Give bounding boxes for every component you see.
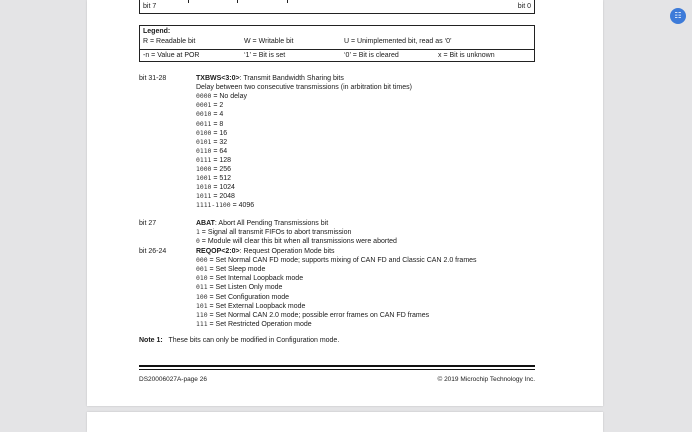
reqop-bit-label: bit 26-24	[139, 248, 167, 255]
reqop-value-code: 101	[196, 301, 208, 310]
reqop-value-row	[196, 274, 303, 283]
bit-high-label: bit 7	[143, 3, 157, 10]
txbws-value-code: 0110	[196, 146, 212, 155]
reqop-value-code: 110	[196, 310, 208, 319]
reqop-value-text: = Set Internal Loopback mode	[207, 275, 304, 283]
abat-value-code: 0	[196, 237, 200, 246]
txbws-value-code: 1000	[196, 165, 212, 173]
reqop-value-text: = Set Normal CAN FD mode; supports mixing of CAN FD and Classic CAN 2.0 frames	[207, 257, 477, 265]
reqop-value-text: = Set Sleep mode	[207, 266, 266, 274]
legend-unimplemented: U = Unimplemented bit, read as ‘0’	[344, 38, 452, 45]
note-text: These bits can only be modified in Configuration mode.	[168, 337, 340, 344]
reqop-value-row	[196, 311, 429, 320]
txbws-value-code: 0100	[196, 128, 212, 137]
txbws-value-text: = 16	[211, 129, 228, 137]
txbws-value-code: 0011	[196, 119, 212, 128]
txbws-value-code: 0101	[196, 137, 212, 146]
bit-divider	[237, 0, 238, 3]
legend-divider	[140, 49, 534, 50]
txbws-value-row	[196, 147, 227, 156]
reqop-value-text: = Set External Loopback mode	[207, 302, 306, 310]
bit-divider	[188, 0, 189, 3]
txbws-value-text: = 1024	[211, 184, 235, 192]
reqop-value-code: 001	[196, 265, 208, 274]
bit-divider	[287, 0, 288, 3]
reqop-value-text: = Set Restricted Operation mode	[207, 320, 312, 328]
txbws-subtitle: Delay between two consecutive transmissions (in arbitration bit times)	[196, 84, 412, 92]
footer-rule-thick	[139, 365, 535, 367]
legend-set: ‘1’ = Bit is set	[244, 52, 286, 59]
txbws-value-code: 0010	[196, 110, 212, 119]
txbws-value-row	[196, 110, 223, 119]
reqop-value-row	[196, 265, 265, 274]
txbws-value-code: 1001	[196, 174, 212, 183]
txbws-heading	[196, 74, 344, 83]
txbws-value-text: = 8	[211, 120, 224, 128]
txbws-value-code: 0000	[196, 92, 212, 101]
legend-por: -n = Value at POR	[143, 52, 200, 59]
reqop-value-code: 011	[196, 283, 208, 292]
reqop-name: REQOP<2:0>	[196, 248, 240, 255]
txbws-value-row	[196, 192, 235, 201]
txbws-value-row	[196, 120, 223, 129]
abat-value-text: = Signal all transmit FIFOs to abort transmission	[199, 229, 352, 237]
reqop-value-text: = Set Listen Only mode	[207, 284, 283, 292]
abat-value-text: = Module will clear this bit when all transmissions were aborted	[199, 238, 397, 246]
bit-low-label: bit 0	[517, 3, 531, 10]
abat-value-row	[196, 228, 351, 237]
abat-desc: : Abort All Pending Transmissions bit	[214, 220, 329, 227]
txbws-value-text: = 4	[211, 111, 224, 119]
abat-heading	[196, 219, 328, 228]
txbws-value-row	[196, 138, 227, 147]
txbws-value-row	[196, 129, 227, 138]
reqop-value-code: 000	[196, 256, 208, 265]
legend-writable: W = Writable bit	[244, 38, 294, 45]
reqop-value-row	[196, 256, 477, 265]
document-page	[87, 0, 603, 406]
abat-value-code: 1	[196, 228, 200, 237]
translate-icon[interactable]: ☷	[670, 8, 686, 24]
abat-name: ABAT	[196, 220, 215, 227]
txbws-value-text: = 4096	[230, 202, 255, 210]
txbws-value-row	[196, 183, 235, 192]
txbws-value-row	[196, 174, 231, 183]
txbws-value-code: 1011	[196, 192, 212, 201]
txbws-value-text: = 128	[211, 156, 232, 164]
note-label: Note 1:	[139, 337, 163, 344]
reqop-value-row	[196, 293, 289, 302]
txbws-value-row	[196, 156, 231, 165]
txbws-value-text: = 2	[211, 102, 224, 110]
abat-bit-label: bit 27	[139, 220, 157, 227]
footer-doc-id: DS20006027A-page 26	[139, 376, 207, 383]
txbws-value-code: 1010	[196, 183, 212, 192]
reqop-value-text: = Set Configuration mode	[207, 293, 290, 301]
txbws-value-row	[196, 165, 231, 174]
txbws-value-row	[196, 201, 254, 210]
txbws-value-code: 0001	[196, 101, 212, 110]
reqop-value-row	[196, 302, 305, 311]
next-page	[87, 412, 603, 432]
txbws-value-code: 1111-1100	[196, 201, 231, 210]
txbws-value-row	[196, 101, 223, 110]
legend-readable: R = Readable bit	[143, 38, 196, 45]
reqop-heading	[196, 247, 335, 256]
txbws-bit-label: bit 31-28	[139, 75, 167, 82]
footer-rule-thin	[139, 369, 535, 370]
txbws-value-text: = 32	[211, 138, 228, 146]
footer-copyright: © 2019 Microchip Technology Inc.	[437, 376, 535, 383]
reqop-value-row	[196, 283, 282, 292]
txbws-value-row	[196, 92, 247, 101]
reqop-value-code: 100	[196, 292, 208, 301]
txbws-value-text: = 512	[211, 175, 232, 183]
txbws-value-text: = 2048	[211, 193, 235, 201]
note-1	[139, 337, 339, 344]
legend-unknown: x = Bit is unknown	[438, 52, 495, 59]
legend-title: Legend:	[143, 28, 171, 35]
legend-cleared: ‘0’ = Bit is cleared	[344, 52, 399, 59]
reqop-value-row	[196, 320, 312, 329]
register-bit-row	[139, 0, 535, 14]
reqop-desc: : Request Operation Mode bits	[239, 248, 335, 255]
txbws-value-text: = 64	[211, 147, 228, 155]
txbws-value-text: = No delay	[211, 93, 247, 101]
abat-value-row	[196, 237, 397, 246]
txbws-value-code: 0111	[196, 155, 212, 164]
reqop-value-text: = Set Normal CAN 2.0 mode; possible error frames on CAN FD frames	[207, 311, 430, 319]
legend-box	[139, 25, 535, 62]
reqop-value-code: 111	[196, 319, 208, 328]
txbws-desc: : Transmit Bandwidth Sharing bits	[239, 75, 344, 82]
txbws-value-text: = 256	[211, 166, 232, 173]
reqop-value-code: 010	[196, 274, 208, 283]
txbws-name: TXBWS<3:0>	[196, 75, 240, 82]
